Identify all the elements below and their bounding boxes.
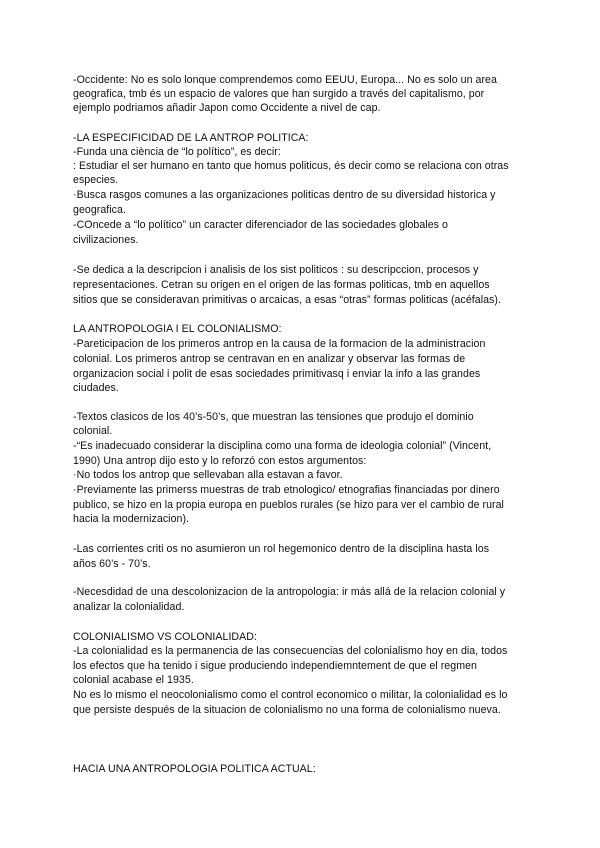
text-line: organizacion social i polit de esas sociedades primitivasq i enviar la info a las grandes — [73, 368, 481, 380]
text-line: los efectos que ha tenido i sigue produciendo independiemntement de que el regmen — [73, 660, 477, 672]
text-line: -COncede a “lo político” un caracter diferenciador de las sociedades globales o — [73, 219, 448, 231]
text-line: -Se dedica a la descripcion i analisis de los sist politicos : su descripccion, procesos y — [73, 264, 479, 276]
text-line: -Necesdidad de una descolonizacion de la antropologia: ir más allá de la relacion colonial y — [73, 586, 506, 598]
text-line: -Occidente: No es solo lonque comprendemos como EEUU, Europa... No es solo un area — [73, 74, 497, 86]
text-line: ·No todos los antrop que sellevaban alla estavan a favor. — [73, 469, 343, 481]
text-line: civilizaciones. — [73, 234, 139, 246]
text-line: -Pareticipacion de los primeros antrop en la causa de la formacion de la administracion — [73, 338, 486, 350]
text-line: que persiste después de la situacion de colonialismo no una forma de colonialismo nueva. — [73, 704, 501, 716]
text-line: -Funda una ciència de “lo político”, es decir: — [73, 146, 281, 158]
text-line: años 60’s - 70’s. — [73, 558, 151, 570]
text-line: hacia la modernizacion). — [73, 513, 190, 525]
text-line: especies. — [73, 174, 119, 186]
text-line: ·Busca rasgos comunes a las organizaciones politicas dentro de su diversidad historica y — [73, 189, 496, 201]
section-heading: -LA ESPECIFICIDAD DE LA ANTROP POLITICA: — [73, 132, 309, 144]
section-heading: HACIA UNA ANTROPOLOGIA POLITICA ACTUAL: — [73, 763, 316, 775]
text-line: colonial. — [73, 425, 113, 437]
text-line: analizar la colonialidad. — [73, 601, 185, 613]
text-line: -“Es inadecuado considerar la disciplina como una forma de ideologia colonial” (Vincent, — [73, 440, 492, 452]
text-line: colonial. Los primeros antrop se centravan en en analizar y observar las formas de — [73, 353, 466, 365]
section-heading: LA ANTROPOLOGIA I EL COLONIALISMO: — [73, 323, 282, 335]
text-line: ·Previamente las primerss muestras de trab etnologico/ etnografias financiadas por dinero — [73, 484, 500, 496]
text-line: sitios que se consideravan primitivas o arcaicas, a esas “otras” formas politicas (acéfalas). — [73, 294, 501, 306]
text-line: geografica, tmb és un espacio de valores que han surgido a través del capitalismo, por — [73, 88, 485, 100]
text-line: publico, se hizo en la propia europa en pueblos rurales (se hizo para ver el cambio de rural — [73, 499, 504, 511]
text-line: -La colonialidad es la permanencia de las consecuencias del colonialismo hoy en dia, todos — [73, 645, 508, 657]
text-line: ciudades. — [73, 382, 119, 394]
section-heading: COLONIALISMO VS COLONIALIDAD: — [73, 631, 257, 643]
text-line: ejemplo podriamos añadir Japon como Occidente a nivel de cap. — [73, 102, 381, 114]
text-line: No es lo mismo el neocolonialismo como el control economico o militar, la colonialidad es lo — [73, 689, 508, 701]
text-line: : Estudiar el ser humano en tanto que homus politicus, és decir como se relaciona con otras — [73, 160, 509, 172]
text-line: -Textos clasicos de los 40’s-50’s, que muestran las tensiones que produjo el dominio — [73, 411, 474, 423]
text-line: -Las corrientes criti os no asumieron un rol hegemonico dentro de la disciplina hasta los — [73, 543, 490, 555]
text-line: geografica. — [73, 204, 126, 216]
text-line: 1990) Una antrop dijo esto y lo reforzó con estos argumentos: — [73, 455, 367, 467]
text-line: representaciones. Cetran su origen en el origen de las formas politicas, tmb en aquellos — [73, 279, 490, 291]
text-line: colonial acabase el 1935. — [73, 674, 194, 686]
